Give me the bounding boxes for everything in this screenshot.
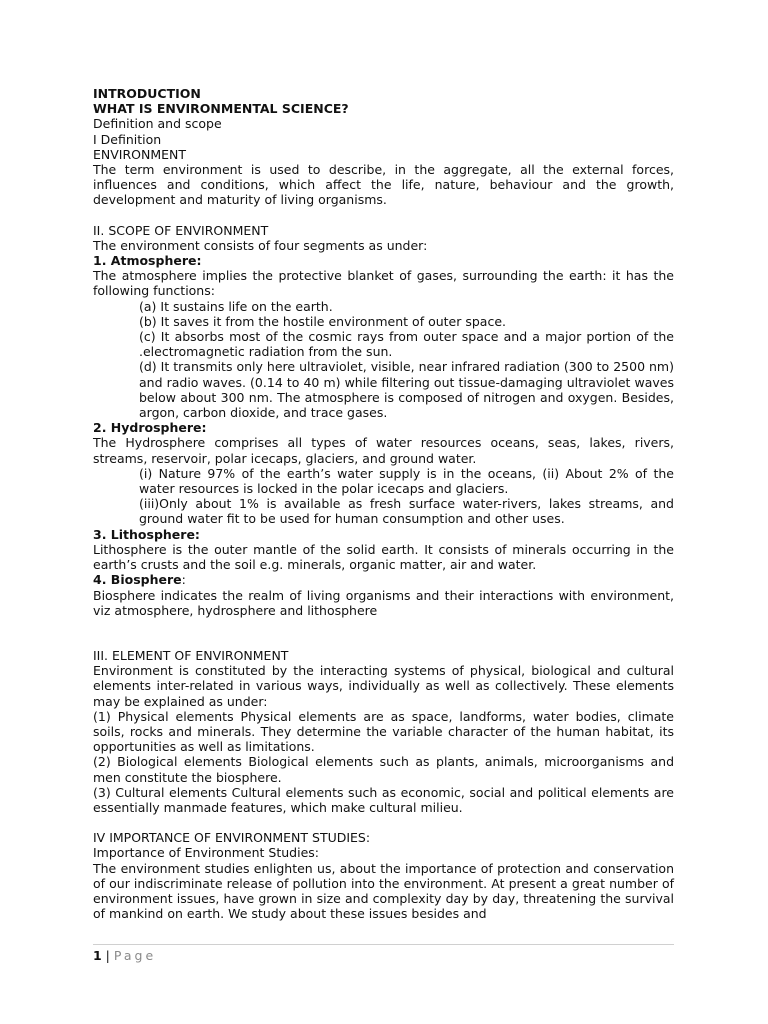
heading-biosphere-label: 4. Biosphere	[93, 572, 182, 588]
heading-what-is-environmental-science: WHAT IS ENVIRONMENTAL SCIENCE?	[93, 101, 349, 117]
paragraph-element-intro: Environment is constituted by the interacting systems of physical, biological and cultural elements inter-related in various ways, individually as well as collectively. These elements may be explained as under:	[93, 663, 674, 709]
section-subtitle-importance: Importance of Environment Studies:	[93, 845, 319, 861]
section-intro-scope: The environment consists of four segments as under:	[93, 237, 428, 253]
section-title-importance: IV IMPORTANCE OF ENVIRONMENT STUDIES:	[93, 830, 371, 846]
hydrosphere-item-iii: (iii)Only about 1% is available as fresh surface water-rivers, lakes streams, and ground water fit to be used for human consumption and other uses.	[139, 496, 674, 527]
heading-introduction: INTRODUCTION	[93, 86, 201, 101]
atmosphere-item-a: (a) It sustains life on the earth.	[139, 298, 333, 314]
section-title-scope: II. SCOPE OF ENVIRONMENT	[93, 222, 269, 238]
line-definition-and-scope: Definition and scope	[93, 116, 222, 132]
heading-biosphere-colon: :	[181, 572, 186, 588]
document-body	[93, 86, 674, 921]
element-item-biological: (2) Biological elements Biological elements such as plants, animals, microorganisms and men constitute the biosphere.	[93, 754, 674, 785]
paragraph-hydrosphere-intro: The Hydrosphere comprises all types of water resources oceans, seas, lakes, rivers, streams, reservoir, polar icecaps, glaciers, and ground water.	[93, 435, 674, 466]
spacer	[93, 815, 674, 830]
section-title-element: III. ELEMENT OF ENVIRONMENT	[93, 647, 289, 663]
footer-divider	[93, 944, 674, 945]
hydrosphere-item-i-ii: (i) Nature 97% of the earth’s water supply is in the oceans, (ii) About 2% of the water resources is locked in the polar icecaps and glaciers.	[139, 465, 674, 497]
page-separator: |	[101, 948, 114, 963]
atmosphere-item-b: (b) It saves it from the hostile environment of outer space.	[139, 313, 506, 329]
element-item-cultural: (3) Cultural elements Cultural elements such as economic, social and political elements are essentially manmade features, which make cultural milieu.	[93, 784, 674, 815]
heading-lithosphere: 3. Lithosphere:	[93, 526, 200, 542]
spacer	[93, 618, 674, 648]
heading-biosphere	[93, 572, 674, 587]
paragraph-biosphere: Biosphere indicates the realm of living organisms and their interactions with environment, viz atmosphere, hydrosphere and lithosphere	[93, 587, 674, 618]
heading-atmosphere: 1. Atmosphere:	[93, 253, 202, 269]
line-i-definition: I Definition	[93, 131, 162, 147]
atmosphere-item-c: (c) It absorbs most of the cosmic rays from outer space and a major portion of the .electromagnetic radiation from the sun.	[139, 329, 674, 360]
atmosphere-item-d: (d) It transmits only here ultraviolet, visible, near infrared radiation (300 to 2500 nm) and radio waves. (0.14 to 40 m) while filtering out tissue-damaging ultraviolet waves below about 300 nm. The atmosphere is composed of nitrogen and oxygen. Besides, argon, carbon dioxide, and trace gases.	[139, 359, 674, 421]
line-environment: ENVIRONMENT	[93, 146, 187, 162]
spacer	[93, 208, 674, 223]
element-item-physical: (1) Physical elements Physical elements are as space, landforms, water bodies, climate soils, rocks and minerals. They determine the variable character of the human habitat, its opportunities as well as limitations.	[93, 708, 674, 755]
page-label: Page	[113, 948, 157, 963]
paragraph-term-environment: The term environment is used to describe, in the aggregate, all the external forces, influences and conditions, which affect the life, nature, behaviour and the growth, development and maturity of living organisms.	[93, 162, 674, 208]
paragraph-lithosphere: Lithosphere is the outer mantle of the solid earth. It consists of minerals occurring in the earth’s crusts and the soil e.g. minerals, organic matter, air and water.	[93, 541, 674, 573]
paragraph-importance: The environment studies enlighten us, about the importance of protection and conservation of our indiscriminate release of pollution into the environment. At present a great number of environment issues, have grown in size and complexity day by day, threatening the survival of mankind on earth. We study about these issues besides and	[93, 860, 674, 922]
paragraph-atmosphere-intro: The atmosphere implies the protective blanket of gases, surrounding the earth: it has the following functions:	[93, 268, 674, 299]
page-footer	[93, 948, 156, 963]
heading-hydrosphere: 2. Hydrosphere:	[93, 420, 207, 436]
page-number: 1	[93, 948, 102, 963]
